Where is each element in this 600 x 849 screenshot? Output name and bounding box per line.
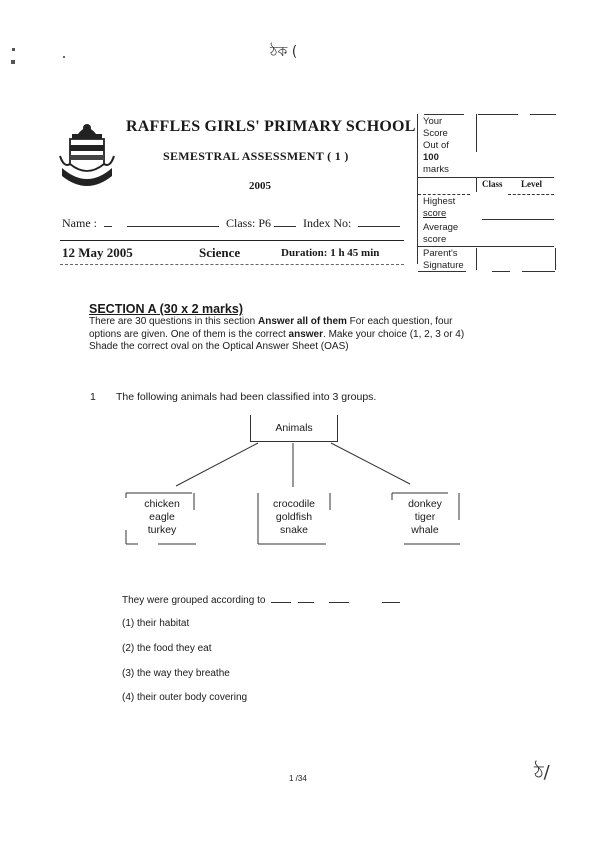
answer-blank (298, 592, 314, 603)
question-number: 1 (90, 391, 96, 403)
answer-blank (382, 592, 400, 603)
page-number: 1 /34 (289, 774, 307, 783)
handwritten-top-mark: ঠক ( (270, 44, 298, 60)
question-stem: They were grouped according to (122, 592, 400, 606)
assessment-title: SEMESTRAL ASSESSMENT ( 1 ) (163, 149, 349, 163)
question-text: The following animals had been classified into 3 groups. (116, 391, 377, 403)
class-label: Class: P6 (226, 216, 272, 230)
class-label: Class (482, 179, 503, 189)
animals-root-box (250, 415, 338, 442)
option-1[interactable]: (1) their habitat (122, 618, 190, 629)
handwritten-corner-mark: ঠ/ (534, 762, 550, 783)
index-label: Index No: (303, 216, 352, 230)
group-birds: chicken eagle turkey (144, 498, 180, 536)
your-score-label: Your Score Out of 100 marks (423, 116, 449, 175)
answer-blank (329, 592, 349, 603)
group-scaly: crocodile goldfish snake (272, 498, 316, 536)
exam-date: 12 May 2005 (62, 245, 133, 260)
option-4[interactable]: (4) their outer body covering (122, 692, 248, 703)
answer-blank (271, 592, 291, 603)
option-3[interactable]: (3) the way they breathe (122, 668, 230, 679)
option-2[interactable]: (2) the food they eat (122, 643, 212, 654)
section-a-title: SECTION A (30 x 2 marks) (89, 302, 243, 316)
highest-score-label: Highest score (423, 196, 456, 219)
section-a-instructions: There are 30 questions in this section Answer all of them For each question, four options are given. One of them is the correct answer. Make your choice (1, 2, 3 or 4) Shade the correct oval on the Optical Answer Sheet (OAS) (89, 316, 465, 352)
name-label: Name : (62, 216, 97, 230)
animals-root-label: Animals (275, 422, 313, 434)
exam-subject: Science (199, 245, 241, 260)
exam-duration: Duration: 1 h 45 min (281, 247, 380, 259)
group-mammals: donkey tiger whale (408, 498, 442, 536)
school-name: RAFFLES GIRLS' PRIMARY SCHOOL (126, 118, 416, 135)
average-score-label: Average score (423, 222, 459, 245)
parents-signature-label: Parent's Signature (423, 248, 464, 271)
assessment-year: 2005 (249, 180, 271, 192)
level-label: Level (521, 179, 542, 189)
